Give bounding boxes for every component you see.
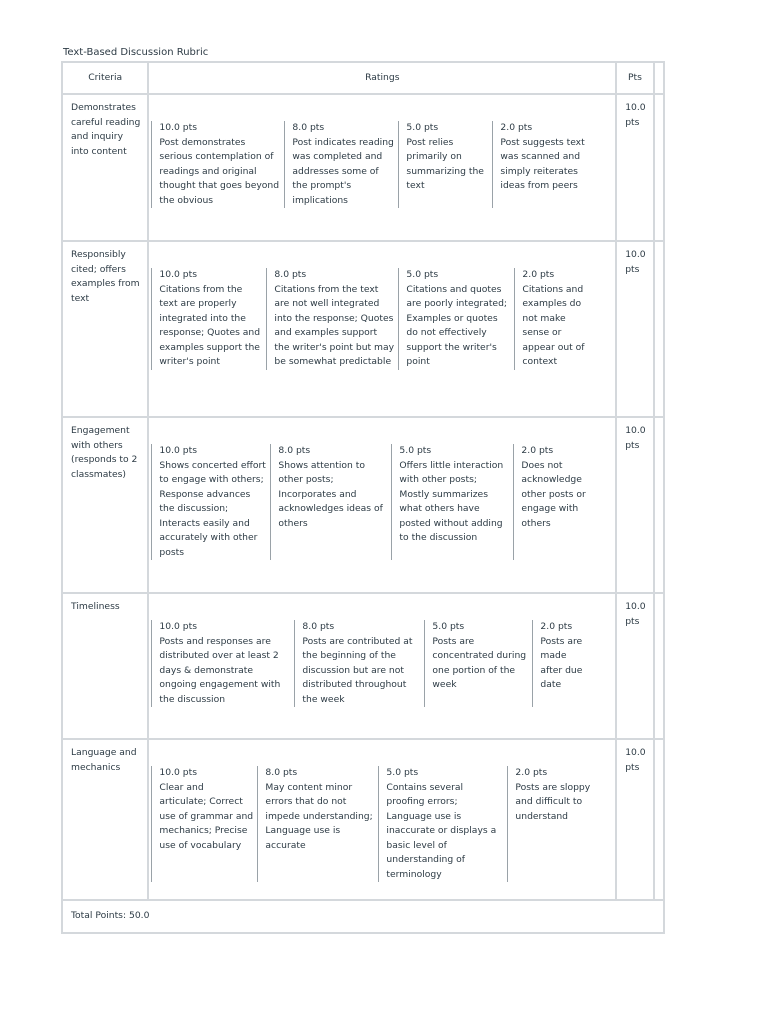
rating-points: 10.0 pts <box>159 122 198 133</box>
blank-cell <box>654 241 664 417</box>
rating-description: Posts and responses are distributed over at least 2 days & demonstrate ongoing engagement with the discussion <box>159 635 281 705</box>
rating-description: Posts are concentrated during one portion of the week <box>432 635 527 690</box>
criterion-row <box>62 417 664 593</box>
rating <box>151 444 270 560</box>
rating-points: 2.0 pts <box>522 269 555 280</box>
ratings-cell <box>148 417 616 593</box>
rating <box>284 121 398 208</box>
criterion-row <box>62 241 664 417</box>
criteria-header: Criteria <box>62 62 148 94</box>
rating <box>151 620 294 707</box>
rating-description: Citations and quotes are poorly integrated; Examples or quotes do not effectively support the writer's point <box>406 283 508 367</box>
rating-points: 8.0 pts <box>302 621 335 632</box>
criterion-points: 10.0 pts <box>616 94 654 241</box>
rating-points: 2.0 pts <box>500 122 533 133</box>
blank-cell <box>654 417 664 593</box>
rating-points: 8.0 pts <box>292 122 325 133</box>
rating <box>398 121 492 208</box>
ratings-cell <box>148 94 616 241</box>
rating <box>424 620 532 707</box>
rating-points: 10.0 pts <box>159 445 198 456</box>
rating-description: Offers little interaction with other posts; Mostly summarizes what others have posted without adding to the discussion <box>399 459 504 543</box>
rating-description: Post suggests text was scanned and simply reiterates ideas from peers <box>500 136 585 191</box>
rating <box>151 121 284 208</box>
pts-header: Pts <box>616 62 654 94</box>
rating <box>151 766 257 882</box>
rating-points: 5.0 pts <box>406 269 439 280</box>
criterion-points: 10.0 pts <box>616 417 654 593</box>
rating <box>507 766 603 882</box>
criterion-name: Language and mechanics <box>62 739 148 900</box>
rating-points: 5.0 pts <box>406 122 439 133</box>
rating <box>266 268 398 370</box>
criterion-name: Timeliness <box>62 593 148 739</box>
rating-description: Posts are sloppy and difficult to understand <box>515 781 591 822</box>
rating <box>378 766 507 882</box>
total-row <box>62 900 664 933</box>
total-points: Total Points: 50.0 <box>62 900 664 933</box>
rating-points: 8.0 pts <box>274 269 307 280</box>
rating-description: Citations from the text are not well integrated into the response; Quotes and examples support the writer's point but may be somewhat predictable <box>274 283 395 367</box>
rating-points: 2.0 pts <box>540 621 573 632</box>
rating <box>270 444 391 560</box>
criterion-points: 10.0 pts <box>616 739 654 900</box>
rating-description: Post indicates reading was completed and addresses some of the prompt's implications <box>292 136 394 206</box>
rating <box>398 268 514 370</box>
rating <box>492 121 592 208</box>
criterion-name: Demonstrates careful reading and inquiry into content <box>62 94 148 241</box>
blank-header <box>654 62 664 94</box>
rating-description: Shows attention to other posts; Incorporates and acknowledges ideas of others <box>278 459 383 529</box>
rating-points: 10.0 pts <box>159 767 198 778</box>
header-row <box>62 62 664 94</box>
rubric-title: Text-Based Discussion Rubric <box>63 47 209 58</box>
ratings-cell <box>148 739 616 900</box>
rating <box>514 268 598 370</box>
rating-points: 2.0 pts <box>515 767 548 778</box>
ratings-cell <box>148 241 616 417</box>
rating-description: Post demonstrates serious contemplation of readings and original thought that goes beyond the obvious <box>159 136 280 206</box>
ratings-cell <box>148 593 616 739</box>
criterion-name: Engagement with others (responds to 2 classmates) <box>62 417 148 593</box>
rating-description: Posts are contributed at the beginning of the discussion but are not distributed throughout the week <box>302 635 413 705</box>
blank-cell <box>654 739 664 900</box>
rating <box>513 444 603 560</box>
rating <box>391 444 513 560</box>
rating-description: Contains several proofing errors; Language use is inaccurate or displays a basic level of understanding of terminology <box>386 781 497 880</box>
rating <box>257 766 378 882</box>
rating-description: Does not acknowledge other posts or engage with others <box>521 459 586 529</box>
rating <box>151 268 266 370</box>
criterion-row <box>62 593 664 739</box>
rating <box>532 620 592 707</box>
rubric-table <box>61 61 665 934</box>
rating-description: Shows concerted effort to engage with others; Response advances the discussion; Interacts easily and accurately with other posts <box>159 459 266 558</box>
rating-points: 5.0 pts <box>386 767 419 778</box>
rating-points: 8.0 pts <box>278 445 311 456</box>
rating <box>294 620 424 707</box>
rating-points: 10.0 pts <box>159 621 198 632</box>
blank-cell <box>654 94 664 241</box>
rating-description: Citations from the text are properly integrated into the response; Quotes and examples support the writer's point <box>159 283 261 367</box>
rating-points: 5.0 pts <box>399 445 432 456</box>
rating-points: 8.0 pts <box>265 767 298 778</box>
rating-description: Posts are made after due date <box>540 635 583 690</box>
criterion-points: 10.0 pts <box>616 241 654 417</box>
rating-description: Post relies primarily on summarizing the text <box>406 136 484 191</box>
criterion-row <box>62 739 664 900</box>
criterion-points: 10.0 pts <box>616 593 654 739</box>
criterion-name: Responsibly cited; offers examples from text <box>62 241 148 417</box>
ratings-header: Ratings <box>148 62 616 94</box>
criterion-row <box>62 94 664 241</box>
rating-description: Clear and articulate; Correct use of grammar and mechanics; Precise use of vocabulary <box>159 781 254 851</box>
rating-points: 10.0 pts <box>159 269 198 280</box>
rating-points: 5.0 pts <box>432 621 465 632</box>
rating-points: 2.0 pts <box>521 445 554 456</box>
rating-description: Citations and examples do not make sense or appear out of context <box>522 283 585 367</box>
blank-cell <box>654 593 664 739</box>
rating-description: May content minor errors that do not impede understanding; Language use is accurate <box>265 781 373 851</box>
